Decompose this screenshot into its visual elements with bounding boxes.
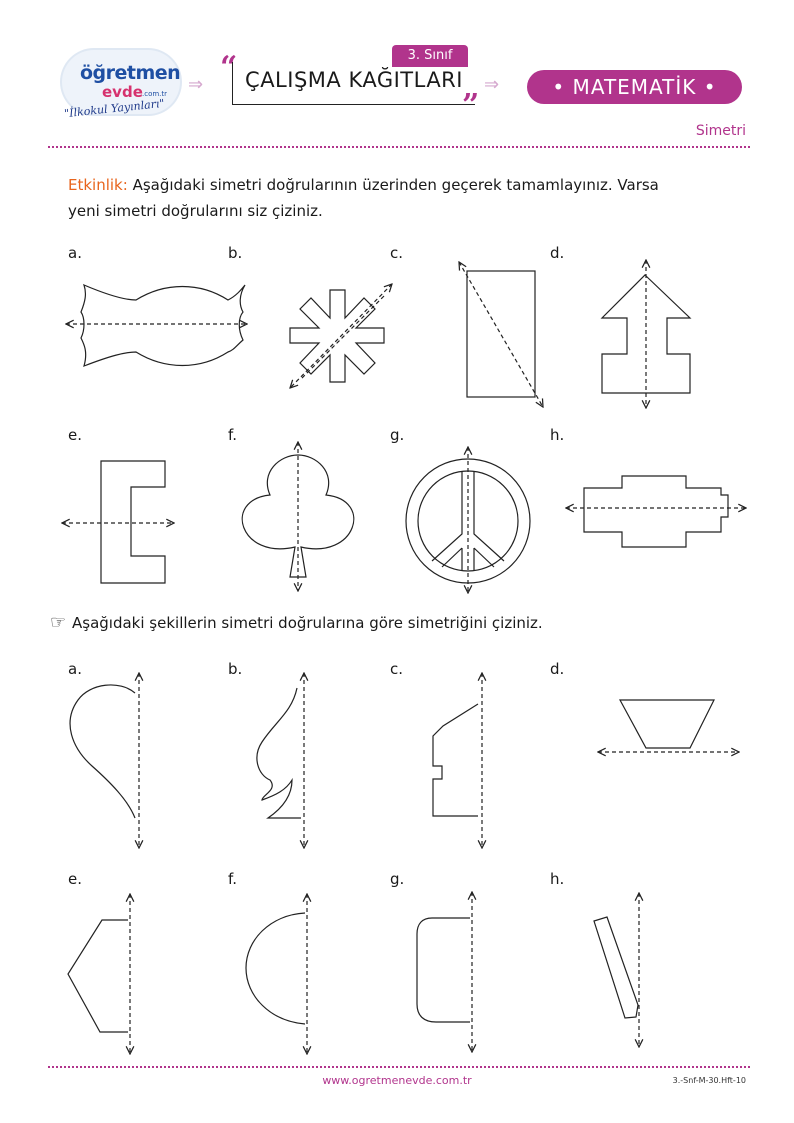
logo-domain: .com.tr xyxy=(142,90,168,98)
figure-1c-rectangle xyxy=(467,271,535,397)
quote-close-icon: ” xyxy=(462,88,480,123)
activity2-label-h: h. xyxy=(550,870,565,888)
figure-1a-candy xyxy=(81,285,245,366)
figure-1b-asterisk xyxy=(290,290,384,382)
activity1-prefix: Etkinlik: xyxy=(68,176,128,194)
figure-2h-slanted-strip xyxy=(594,917,638,1018)
topic-label: Simetri xyxy=(695,123,746,139)
hand-pointer-icon: ☞ xyxy=(50,612,67,633)
activity1-label-f: f. xyxy=(228,426,237,444)
figure-2g-rounded-shape xyxy=(417,918,470,1022)
activity1-text-line2: yeni simetri doğrularını siz çiziniz. xyxy=(68,202,323,220)
footer-url: www.ogretmenevde.com.tr xyxy=(322,1074,472,1087)
page-title: ÇALIŞMA KAĞITLARI xyxy=(245,68,463,92)
quote-open-icon: “ xyxy=(220,50,238,85)
figure-2e-half-hexagon xyxy=(68,920,128,1032)
figure-2d-trapezoid xyxy=(620,700,714,748)
activity2-label-e: e. xyxy=(68,870,82,888)
activity1-label-a: a. xyxy=(68,244,82,262)
activity2-label-d: d. xyxy=(550,660,565,678)
figure-2a-half-heart xyxy=(70,685,135,818)
activity2-label-b: b. xyxy=(228,660,243,678)
grade-tab: 3. Sınıf xyxy=(392,45,468,67)
activity1-text-line1: Aşağıdaki simetri doğrularının üzerinden geçerek tamamlayınız. Varsa xyxy=(127,176,659,194)
activity2-label-a: a. xyxy=(68,660,82,678)
activity1-label-c: c. xyxy=(390,244,404,262)
figure-2f-semicircle xyxy=(246,913,305,1024)
activity1-label-g: g. xyxy=(390,426,405,444)
figure-2c-stepped xyxy=(433,704,478,816)
arrow-right-icon: ⇒ xyxy=(484,74,500,95)
logo-text-evde: evde xyxy=(102,83,143,101)
activity1-label-e: e. xyxy=(68,426,82,444)
arrow-right-icon: ⇒ xyxy=(188,74,204,95)
activity2-instruction: Aşağıdaki şekillerin simetri doğrularına göre simetriğini çiziniz. xyxy=(72,614,543,632)
activity1-label-d: d. xyxy=(550,244,565,262)
footer-divider xyxy=(48,1066,750,1068)
logo-tagline: "İlkokul Yayınları" xyxy=(63,96,166,121)
activity1-label-h: h. xyxy=(550,426,565,444)
activity1-label-b: b. xyxy=(228,244,243,262)
subject-badge: • MATEMATİK • xyxy=(527,70,742,104)
activity2-label-g: g. xyxy=(390,870,405,888)
figure-1h-block xyxy=(584,476,728,547)
activity2-label-c: c. xyxy=(390,660,404,678)
footer-code: 3.-Snf-M-30.Hft-10 xyxy=(672,1076,746,1085)
figure-2b-half-spade xyxy=(257,688,301,818)
figure-1e-bracket xyxy=(101,461,165,583)
logo-text-ogretmen: öğretmen xyxy=(80,62,181,84)
activity2-label-f: f. xyxy=(228,870,237,888)
symmetry-line-1b xyxy=(290,284,392,388)
symmetry-line-1c xyxy=(459,262,543,407)
